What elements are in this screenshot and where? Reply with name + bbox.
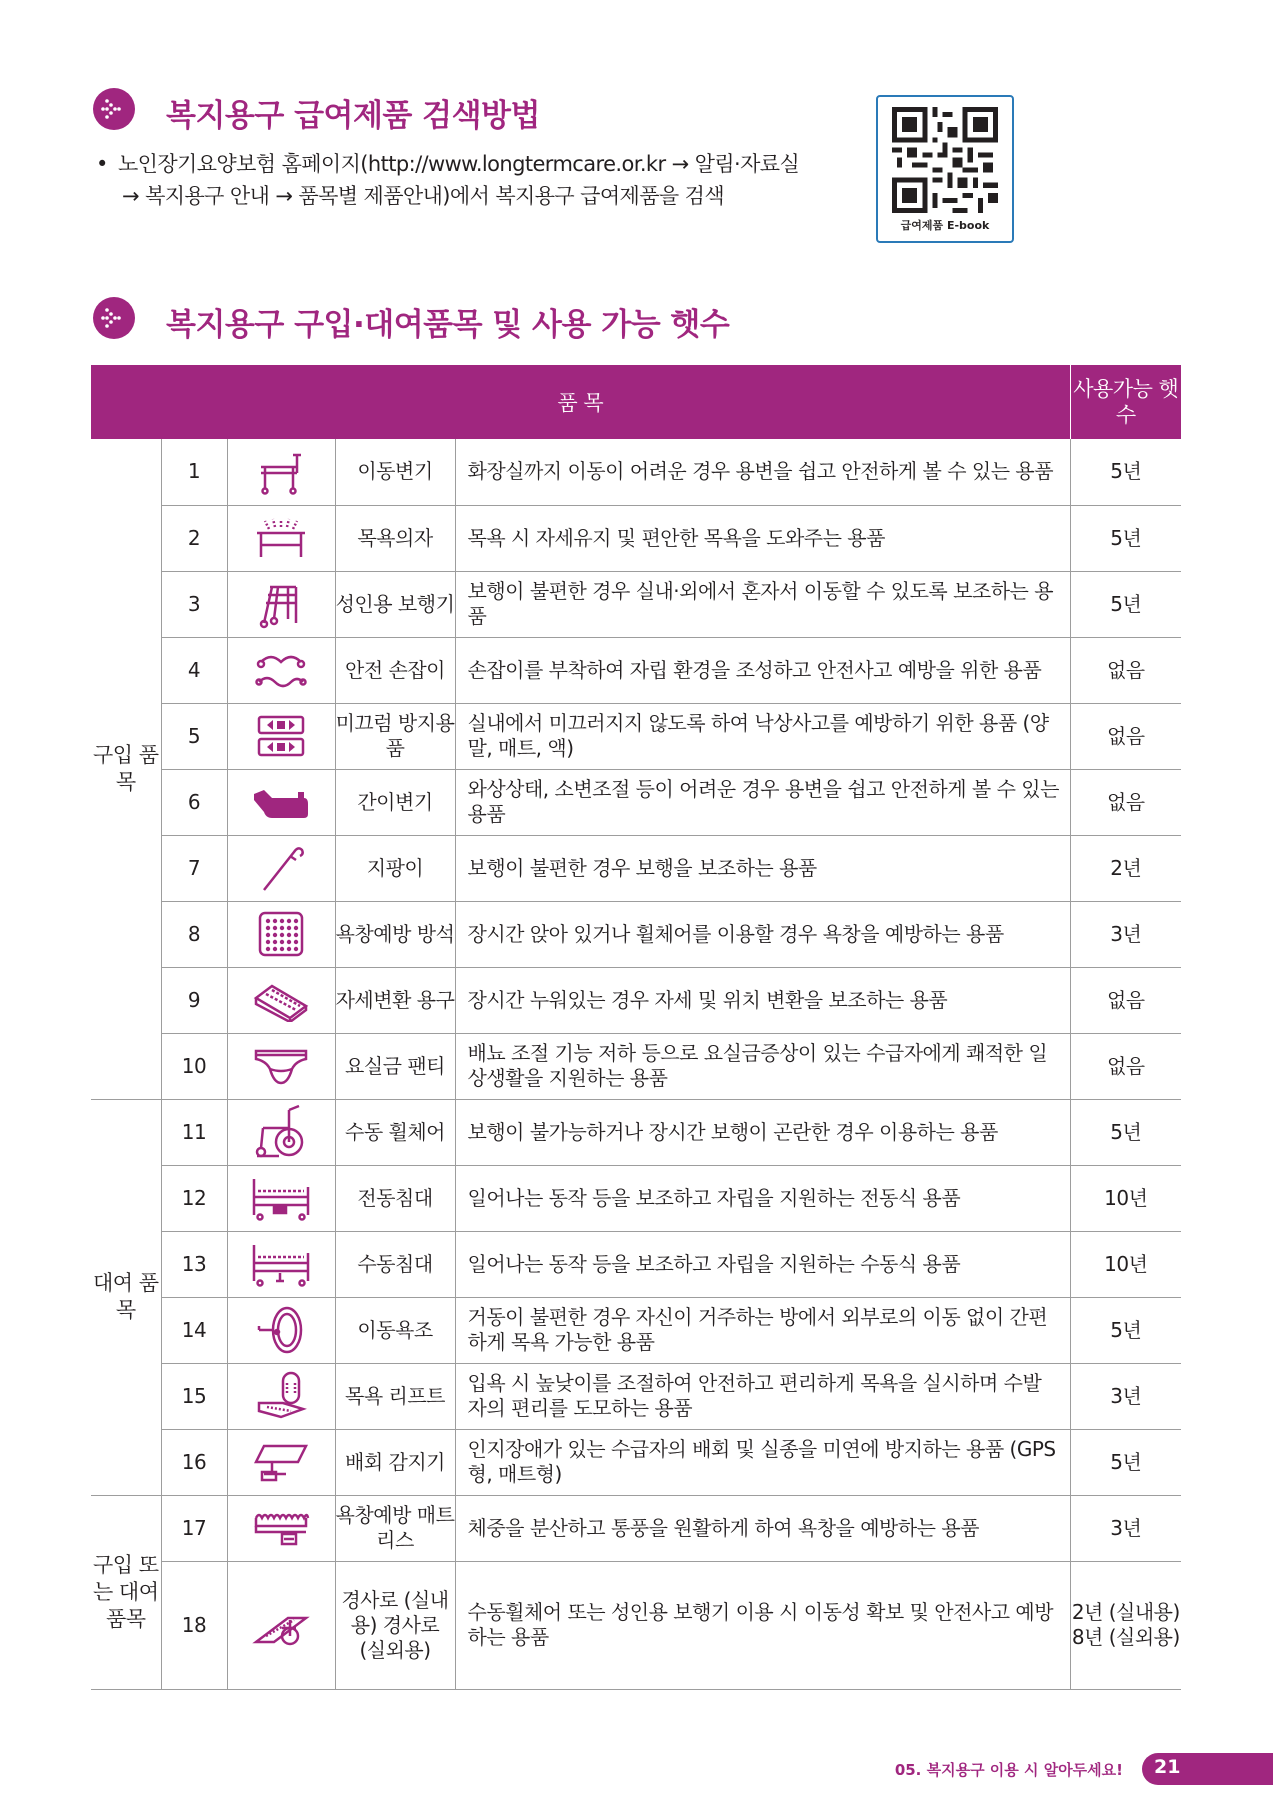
item-lifespan: 5년 [1070, 1099, 1181, 1165]
item-name: 목욕 리프트 [335, 1363, 455, 1429]
chapter-title: 05. 복지용구 이용 시 알아두세요! [894, 1761, 1123, 1779]
wheelchair-icon [227, 1099, 335, 1165]
item-description: 체중을 분산하고 통풍을 원활하게 하여 욕창을 예방하는 용품 [455, 1495, 1070, 1561]
item-name: 성인용 보행기 [335, 571, 455, 637]
item-lifespan: 3년 [1070, 1363, 1181, 1429]
item-description: 손잡이를 부착하여 자립 환경을 조성하고 안전사고 예방을 위한 용품 [455, 637, 1070, 703]
item-name: 수동 휠체어 [335, 1099, 455, 1165]
table-row [91, 1099, 1181, 1165]
page-number: 21 [1154, 1756, 1181, 1778]
table-row [91, 703, 1181, 769]
table-row [91, 835, 1181, 901]
item-lifespan: 2년 (실내용) 8년 (실외용) [1070, 1561, 1181, 1689]
item-lifespan: 없음 [1070, 769, 1181, 835]
table-row [91, 637, 1181, 703]
urinal-icon [227, 769, 335, 835]
bath-lift-icon [227, 1363, 335, 1429]
qr-code-icon [892, 107, 998, 213]
qr-caption: 급여제품 E-book [900, 219, 990, 232]
item-lifespan: 5년 [1070, 1429, 1181, 1495]
item-description: 입욕 시 높낮이를 조절하여 안전하고 편리하게 목욕을 실시하며 수발자의 편리를 도모하는 용품 [455, 1363, 1070, 1429]
group-label-purchase: 구입 품목 [91, 439, 161, 1099]
item-lifespan: 10년 [1070, 1165, 1181, 1231]
item-description: 실내에서 미끄러지지 않도록 하여 낙상사고를 예방하기 위한 용품 (양말, 매트, 액) [455, 703, 1070, 769]
item-name: 이동욕조 [335, 1297, 455, 1363]
item-name: 전동침대 [335, 1165, 455, 1231]
positioning-aid-icon [227, 967, 335, 1033]
table-row [91, 967, 1181, 1033]
item-description: 일어나는 동작 등을 보조하고 자립을 지원하는 수동식 용품 [455, 1231, 1070, 1297]
qr-code-box[interactable] [876, 95, 1014, 243]
item-number: 10 [161, 1033, 227, 1099]
item-name: 욕창예방 매트리스 [335, 1495, 455, 1561]
item-lifespan: 없음 [1070, 1033, 1181, 1099]
group-label-rental: 대여 품목 [91, 1099, 161, 1495]
header-item: 품 목 [91, 365, 1070, 439]
item-lifespan: 10년 [1070, 1231, 1181, 1297]
item-number: 18 [161, 1561, 227, 1689]
item-description: 와상상태, 소변조절 등이 어려운 경우 용변을 쉽고 안전하게 볼 수 있는 용품 [455, 769, 1070, 835]
item-number: 11 [161, 1099, 227, 1165]
table-row [91, 1495, 1181, 1561]
header-life: 사용가능 햇수 [1070, 365, 1181, 439]
item-lifespan: 2년 [1070, 835, 1181, 901]
item-description: 목욕 시 자세유지 및 편안한 목욕을 도와주는 용품 [455, 505, 1070, 571]
item-description: 보행이 불가능하거나 장시간 보행이 곤란한 경우 이용하는 용품 [455, 1099, 1070, 1165]
mattress-icon [227, 1495, 335, 1561]
item-number: 3 [161, 571, 227, 637]
item-description: 거동이 불편한 경우 자신이 거주하는 방에서 외부로의 이동 없이 간편하게 목욕 가능한 용품 [455, 1297, 1070, 1363]
item-number: 7 [161, 835, 227, 901]
item-lifespan: 5년 [1070, 439, 1181, 505]
section-title-items: 복지용구 구입·대여품목 및 사용 가능 햇수 [166, 307, 730, 343]
item-number: 16 [161, 1429, 227, 1495]
intro-line-1: 노인장기요양보험 홈페이지(http://www.longtermcare.or.kr → 알림·자료실 [118, 152, 800, 176]
table-row [91, 505, 1181, 571]
item-name: 요실금 팬티 [335, 1033, 455, 1099]
item-name: 이동변기 [335, 439, 455, 505]
walker-icon [227, 571, 335, 637]
item-name: 간이변기 [335, 769, 455, 835]
item-number: 9 [161, 967, 227, 1033]
item-description: 인지장애가 있는 수급자의 배회 및 실종을 미연에 방지하는 용품 (GPS형, 매트형) [455, 1429, 1070, 1495]
intro-line-2: → 복지용구 안내 → 품목별 제품안내)에서 복지용구 급여제품을 검색 [122, 184, 725, 208]
item-number: 13 [161, 1231, 227, 1297]
item-description: 화장실까지 이동이 어려운 경우 용변을 쉽고 안전하게 볼 수 있는 용품 [455, 439, 1070, 505]
portable-bath-icon [227, 1297, 335, 1363]
item-number: 4 [161, 637, 227, 703]
anti-slip-icon [227, 703, 335, 769]
table-row [91, 1561, 1181, 1689]
item-description: 보행이 불편한 경우 보행을 보조하는 용품 [455, 835, 1070, 901]
item-lifespan: 없음 [1070, 637, 1181, 703]
item-description: 일어나는 동작 등을 보조하고 자립을 지원하는 전동식 용품 [455, 1165, 1070, 1231]
group-label-either: 구입 또는 대여 품목 [91, 1495, 161, 1689]
table-row [91, 1165, 1181, 1231]
ramp-icon [227, 1561, 335, 1689]
item-number: 17 [161, 1495, 227, 1561]
table-row [91, 1429, 1181, 1495]
table-row [91, 1033, 1181, 1099]
item-name: 경사로 (실내용) 경사로 (실외용) [335, 1561, 455, 1689]
item-lifespan: 없음 [1070, 967, 1181, 1033]
item-lifespan: 3년 [1070, 1495, 1181, 1561]
item-lifespan: 3년 [1070, 901, 1181, 967]
item-name: 자세변환 용구 [335, 967, 455, 1033]
bath-chair-icon [227, 505, 335, 571]
item-number: 2 [161, 505, 227, 571]
section-title-search: 복지용구 급여제품 검색방법 [166, 98, 540, 134]
table-row [91, 1231, 1181, 1297]
safety-handrail-icon [227, 637, 335, 703]
item-number: 8 [161, 901, 227, 967]
cane-icon [227, 835, 335, 901]
cushion-icon [227, 901, 335, 967]
section-arrow-icon [93, 88, 135, 130]
item-lifespan: 5년 [1070, 571, 1181, 637]
electric-bed-icon [227, 1165, 335, 1231]
item-name: 안전 손잡이 [335, 637, 455, 703]
page-footer [0, 1753, 1273, 1785]
item-name: 수동침대 [335, 1231, 455, 1297]
item-number: 12 [161, 1165, 227, 1231]
item-number: 1 [161, 439, 227, 505]
item-description: 수동휠체어 또는 성인용 보행기 이용 시 이동성 확보 및 안전사고 예방하는 용품 [455, 1561, 1070, 1689]
item-description: 배뇨 조절 기능 저하 등으로 요실금증상이 있는 수급자에게 쾌적한 일상생활을 지원하는 용품 [455, 1033, 1070, 1099]
table-row [91, 1297, 1181, 1363]
table-row [91, 439, 1181, 505]
item-number: 15 [161, 1363, 227, 1429]
item-description: 장시간 누워있는 경우 자세 및 위치 변환을 보조하는 용품 [455, 967, 1070, 1033]
bullet: • [96, 152, 108, 176]
item-number: 14 [161, 1297, 227, 1363]
section-arrow-icon [93, 297, 135, 339]
item-name: 미끄럼 방지용품 [335, 703, 455, 769]
item-number: 6 [161, 769, 227, 835]
table-row [91, 769, 1181, 835]
table-row [91, 901, 1181, 967]
item-lifespan: 5년 [1070, 1297, 1181, 1363]
item-name: 지팡이 [335, 835, 455, 901]
table-row [91, 571, 1181, 637]
item-lifespan: 없음 [1070, 703, 1181, 769]
item-description: 보행이 불편한 경우 실내·외에서 혼자서 이동할 수 있도록 보조하는 용품 [455, 571, 1070, 637]
wandering-detector-icon [227, 1429, 335, 1495]
item-name: 욕창예방 방석 [335, 901, 455, 967]
item-lifespan: 5년 [1070, 505, 1181, 571]
diaper-icon [227, 1033, 335, 1099]
item-name: 배회 감지기 [335, 1429, 455, 1495]
commode-chair-icon [227, 439, 335, 505]
table-row [91, 1363, 1181, 1429]
item-number: 5 [161, 703, 227, 769]
item-description: 장시간 앉아 있거나 휠체어를 이용할 경우 욕창을 예방하는 용품 [455, 901, 1070, 967]
manual-bed-icon [227, 1231, 335, 1297]
item-name: 목욕의자 [335, 505, 455, 571]
items-table [91, 365, 1181, 1690]
